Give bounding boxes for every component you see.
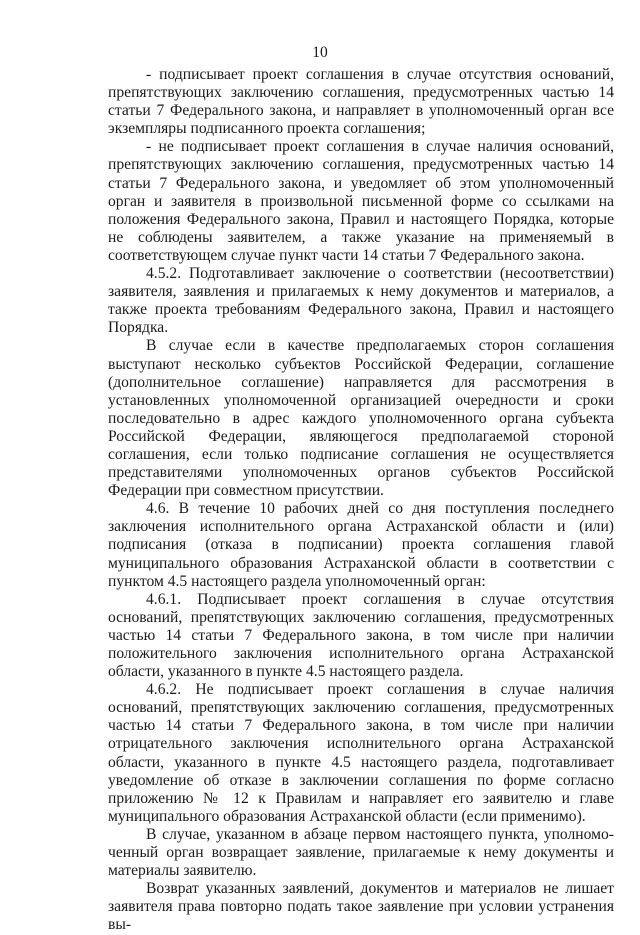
paragraph-4-6-2: 4.6.2. Не подписывает проект соглашения в случае наличия оснований, препятствующих заключению соглашения, предусмотренных частью 14 статьи 7 Федерального закона, в том числе при наличии отрицательного заключения исполнительного органа Астраханской области, указанного в пункте 4.5 настоящего раздела, подготавливает уведомление об отказе в заключении соглашения по форме согласно приложению № 12 к Правилам и направляет его заявителю и главе муниципального образования Астраханской области (если применимо).	[108, 681, 614, 825]
paragraph-return-does-not-deprive: Возврат указанных заявлений, документов и материалов не лишает заявителя права повторно подать такое заявление при условии устранения вы-	[108, 880, 614, 934]
paragraph-signs-draft: - подписывает проект соглашения в случае отсутствия оснований, препятствующих заключению соглашения, предусмотренных частью 14 статьи 7 Федерального закона, и направляет в уполномоченный орган все экземпляры подписанного проекта соглашения;	[108, 66, 614, 138]
paragraph-return-documents: В случае, указанном в абзаце первом настоящего пункта, уполномоченный орган возвращает заявление, прилагаемые к нему документы и материалы заявителю.	[108, 825, 614, 880]
paragraph-4-5-2: 4.5.2. Подготавливает заключение о соответствии (несоответствии) заявителя, заявления и прилагаемых к нему документов и материалов, а также проекта требованиям Федерального закона, Правил и настоящего Порядка.	[108, 265, 614, 337]
paragraph-4-6-1: 4.6.1. Подписывает проект соглашения в случае отсутствия оснований, препятствующих заключению соглашения, предусмотренных частью 14 статьи 7 Федерального закона, в том числе при наличии положительного заключения исполнительного органа Астраханской области, указанного в пункте 4.5 настоящего раздела.	[108, 590, 614, 681]
paragraph-does-not-sign: - не подписывает проект соглашения в случае наличия оснований, препятствующих заключению соглашения, предусмотренных частью 14 статьи 7 Федерального закона, и уведомляет об этом уполномоченный орган и заявителя в произвольной письменной форме со ссылками на положения Федерального закона, Правил и настоящего Порядка, которые не соблюдены заявителем, а также указание на применяемый в соответствующем случае пункт части 14 статьи 7 Федерального закона.	[108, 138, 614, 264]
paragraph-multiple-subjects: В случае если в качестве предполагаемых сторон соглашения выступают несколько субъектов Российской Федерации, соглашение (дополнительное соглашение) направляется для рассмотрения в установленных уполномоченной организацией очередности и сроки последовательно в адрес каждого уполномоченного органа субъекта Российской Федерации, являющегося предполагаемой стороной соглашения, если только подписание соглашения не осуществляется представителями уполномоченных органов субъектов Российской Федерации при совместном присутствии.	[108, 337, 614, 500]
paragraph-4-6: 4.6. В течение 10 рабочих дней со дня поступления последнего заключения исполнительного органа Астраханской области и (или) подписания (отказа в подписании) проекта соглашения главой муниципального образования Астраханской области в соответствии с пунктом 4.5 настоящего раздела уполномоченный орган:	[108, 500, 614, 590]
document-body	[108, 66, 614, 935]
page-number: 10	[312, 44, 328, 61]
